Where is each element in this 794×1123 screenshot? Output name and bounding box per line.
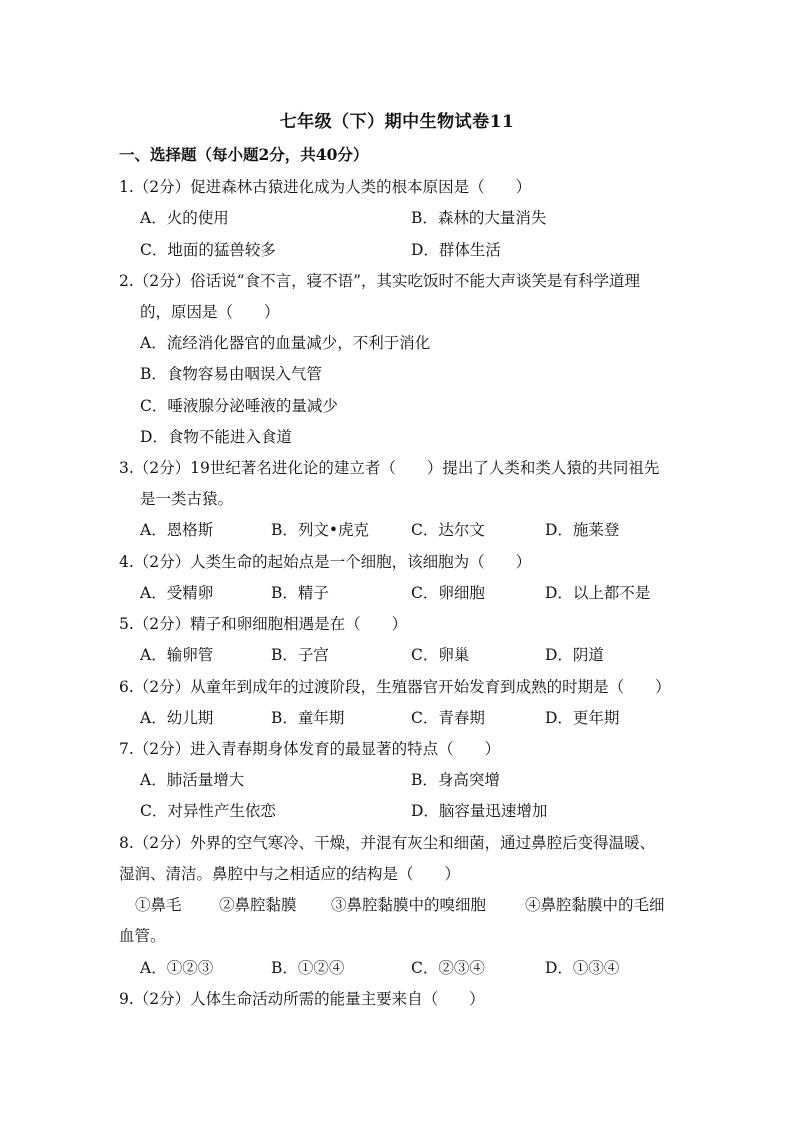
q7-option-d: D．脑容量迅速增加 [411, 802, 548, 820]
question-6-text: 6.（2分）从童年到成年的过渡阶段，生殖器官开始发育到成熟的时期是（ ） [119, 678, 671, 696]
q8-option-d: D．①③④ [545, 959, 620, 977]
q8-item-1: ①鼻毛 [135, 896, 182, 914]
question-2-text-cont: 的，原因是（ ） [140, 303, 280, 321]
q3-option-d: D．施莱登 [545, 521, 620, 539]
question-9-text: 9.（2分）人体生命活动所需的能量主要来自（ ） [119, 990, 485, 1008]
section-heading: 一、选择题（每小题2分，共40分） [119, 145, 369, 164]
question-7-text: 7.（2分）进入青春期身体发育的最显著的特点（ ） [119, 740, 501, 758]
q1-option-c: C．地面的猛兽较多 [140, 241, 276, 259]
q4-option-c: C．卵细胞 [411, 584, 485, 602]
q6-option-d: D．更年期 [545, 709, 620, 727]
q1-option-a: A．火的使用 [140, 209, 229, 227]
q8-option-c: C．②③④ [411, 959, 485, 977]
q8-option-b: B．①②④ [271, 959, 345, 977]
q7-option-b: B．身高突增 [411, 771, 500, 789]
q6-option-c: C．青春期 [411, 709, 485, 727]
q6-option-b: B．童年期 [271, 709, 345, 727]
q3-option-b: B．列文•虎克 [271, 521, 370, 539]
q1-option-b: B．森林的大量消失 [411, 209, 547, 227]
q4-option-d: D．以上都不是 [545, 584, 651, 602]
question-2-text: 2.（2分）俗话说“食不言，寝不语”，其实吃饭时不能大声谈笑是有科学道理 [119, 272, 641, 290]
question-3-text-cont: 是一类古猿。 [140, 490, 234, 508]
question-3-text: 3.（2分）19世纪著名进化论的建立者（ ）提出了人类和类人猿的共同祖先 [119, 459, 660, 477]
q7-option-c: C．对异性产生依恋 [140, 802, 276, 820]
q5-option-d: D．阴道 [545, 646, 604, 664]
q2-option-c: C．唾液腺分泌唾液的量减少 [140, 397, 338, 415]
q3-option-c: C．达尔文 [411, 521, 485, 539]
q2-option-b: B．食物容易由咽误入气管 [140, 365, 322, 383]
question-4-text: 4.（2分）人类生命的起始点是一个细胞，该细胞为（ ） [119, 553, 532, 571]
question-5-text: 5.（2分）精子和卵细胞相遇是在（ ） [119, 615, 408, 633]
q8-item-4: ④鼻腔黏膜中的毛细 [525, 896, 665, 914]
q1-option-d: D．群体生活 [411, 241, 501, 259]
q4-option-b: B．精子 [271, 584, 329, 602]
question-8-text: 8.（2分）外界的空气寒冷、干燥，并混有灰尘和细菌，通过鼻腔后变得温暖、 [119, 834, 656, 852]
q5-option-a: A．输卵管 [140, 646, 214, 664]
q2-option-a: A．流经消化器官的血量减少，不利于消化 [140, 334, 431, 352]
q8-item-4-cont: 血管。 [119, 927, 166, 945]
q4-option-a: A．受精卵 [140, 584, 214, 602]
q5-option-c: C．卵巢 [411, 646, 470, 664]
question-8-text-cont: 湿润、清洁。鼻腔中与之相适应的结构是（ ） [119, 865, 461, 883]
q8-option-a: A．①②③ [140, 959, 214, 977]
q7-option-a: A．肺活量增大 [140, 771, 245, 789]
q6-option-a: A．幼儿期 [140, 709, 214, 727]
q8-item-2: ②鼻腔黏膜 [219, 896, 297, 914]
q2-option-d: D．食物不能进入食道 [140, 428, 292, 446]
q5-option-b: B．子宫 [271, 646, 329, 664]
q8-item-3: ③鼻腔黏膜中的嗅细胞 [331, 896, 487, 914]
question-1-text: 1.（2分）促进森林古猿进化成为人类的根本原因是（ ） [119, 178, 532, 196]
page-title: 七年级（下）期中生物试卷11 [279, 112, 515, 132]
q3-option-a: A．恩格斯 [140, 521, 214, 539]
